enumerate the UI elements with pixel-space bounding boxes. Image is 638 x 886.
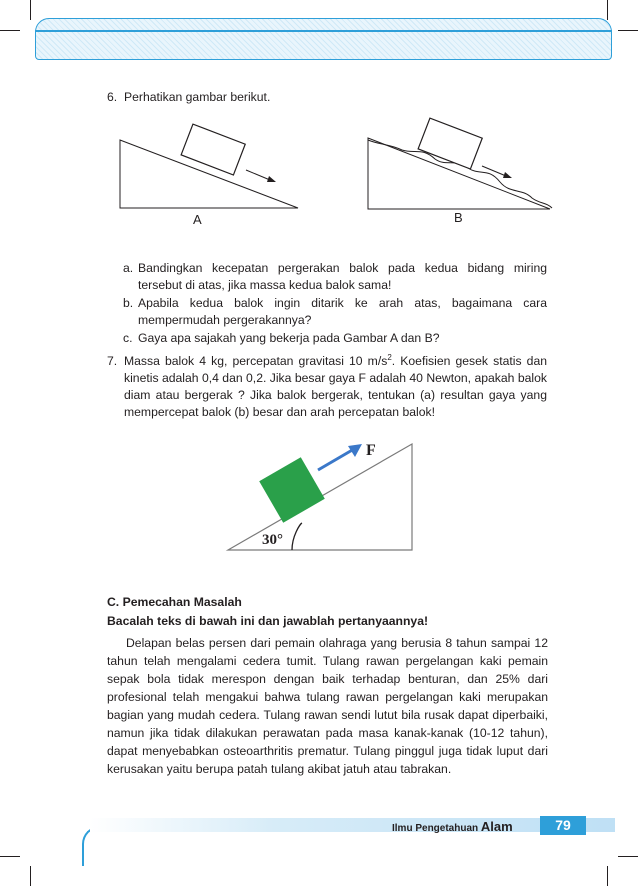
crop-mark bbox=[30, 866, 31, 886]
crop-mark bbox=[0, 856, 20, 857]
q6-item-b: Apabila kedua balok ingin ditarik ke arah atas, bagaimana cara mempermudah pergerakannya? bbox=[138, 296, 547, 327]
q6-item-letter: c. bbox=[123, 331, 133, 345]
crop-mark bbox=[618, 856, 638, 857]
q7-number: 7. bbox=[107, 354, 118, 368]
q6-item-letter: a. bbox=[123, 261, 134, 275]
footer-curve bbox=[82, 826, 122, 866]
footer-subject-big: Alam bbox=[480, 819, 513, 834]
header-line bbox=[35, 30, 612, 32]
page-number: 79 bbox=[540, 816, 586, 835]
q6-item-c: Gaya apa sajakah yang bekerja pada Gambar A dan B? bbox=[138, 331, 440, 345]
section-instruction: Bacalah teks di bawah ini dan jawablah pertanyaannya! bbox=[107, 614, 429, 628]
q7-text bbox=[124, 353, 547, 421]
footer-subject bbox=[392, 819, 513, 834]
q6-item-letter: b. bbox=[123, 296, 134, 310]
q6-item-a: Bandingkan kecepatan pergerakan balok pada kedua bidang miring tersebut di atas, jika massa kedua balok sama! bbox=[138, 261, 547, 292]
figure-b-label: B bbox=[454, 210, 463, 225]
angle-label: 30° bbox=[262, 532, 283, 548]
force-label: F bbox=[366, 442, 376, 459]
q6-number: 6. bbox=[107, 90, 118, 104]
crop-mark bbox=[618, 30, 638, 31]
q7-text-end: . Koefisien gesek statis dan kinetis adalah 0,4 dan 0,2. Jika besar gaya F adalah 40 Newton, apakah balok diam atau bergerak ? Jika balok bergerak, tentukan (a) resultan gaya yang mempercepat balok (b) besar dan arah percepatan balok! bbox=[124, 354, 548, 419]
crop-mark bbox=[607, 866, 608, 886]
q7-text-start: Massa balok 4 kg, percepatan gravitasi 10 m/s bbox=[124, 354, 388, 368]
figure-a-label: A bbox=[193, 212, 202, 227]
q6-text: Perhatikan gambar berikut. bbox=[124, 90, 271, 104]
section-paragraph: Delapan belas persen dari pemain olahraga yang berusia 8 tahun sampai 12 tahun telah mengalami cedera tumit. Tulang rawan pergelangan kaki pemain sepak bola tidak merespon dengan baik terhadap benturan, dan 25% dari profesional telah mengakui bahwa tulang rawan pergelangan kaki merupakan bagian yang mudah cedera. Tulang rawan sendi lutut bila rusak dapat diperbaiki, namun jika tidak dilakukan perawatan pada masa kanak-kanak (10-12 tahun), dapat menyebabkan osteoarthritis prematur. Tulang pinggul juga tidak luput dari kerusakan yaitu berupa patah tulang akibat jatuh atau tabrakan. bbox=[107, 636, 548, 776]
crop-mark bbox=[607, 0, 608, 20]
header-band bbox=[35, 18, 612, 60]
footer-bar bbox=[90, 818, 615, 832]
q7-sup: 2 bbox=[387, 352, 392, 362]
footer-subject-text: Ilmu Pengetahuan bbox=[392, 823, 479, 834]
crop-mark bbox=[0, 30, 20, 31]
incline-figure-force bbox=[220, 438, 420, 558]
crop-mark bbox=[30, 0, 31, 20]
incline-figure-a bbox=[110, 115, 310, 225]
section-heading: C. Pemecahan Masalah bbox=[107, 595, 242, 609]
incline-figure-b bbox=[360, 112, 560, 222]
